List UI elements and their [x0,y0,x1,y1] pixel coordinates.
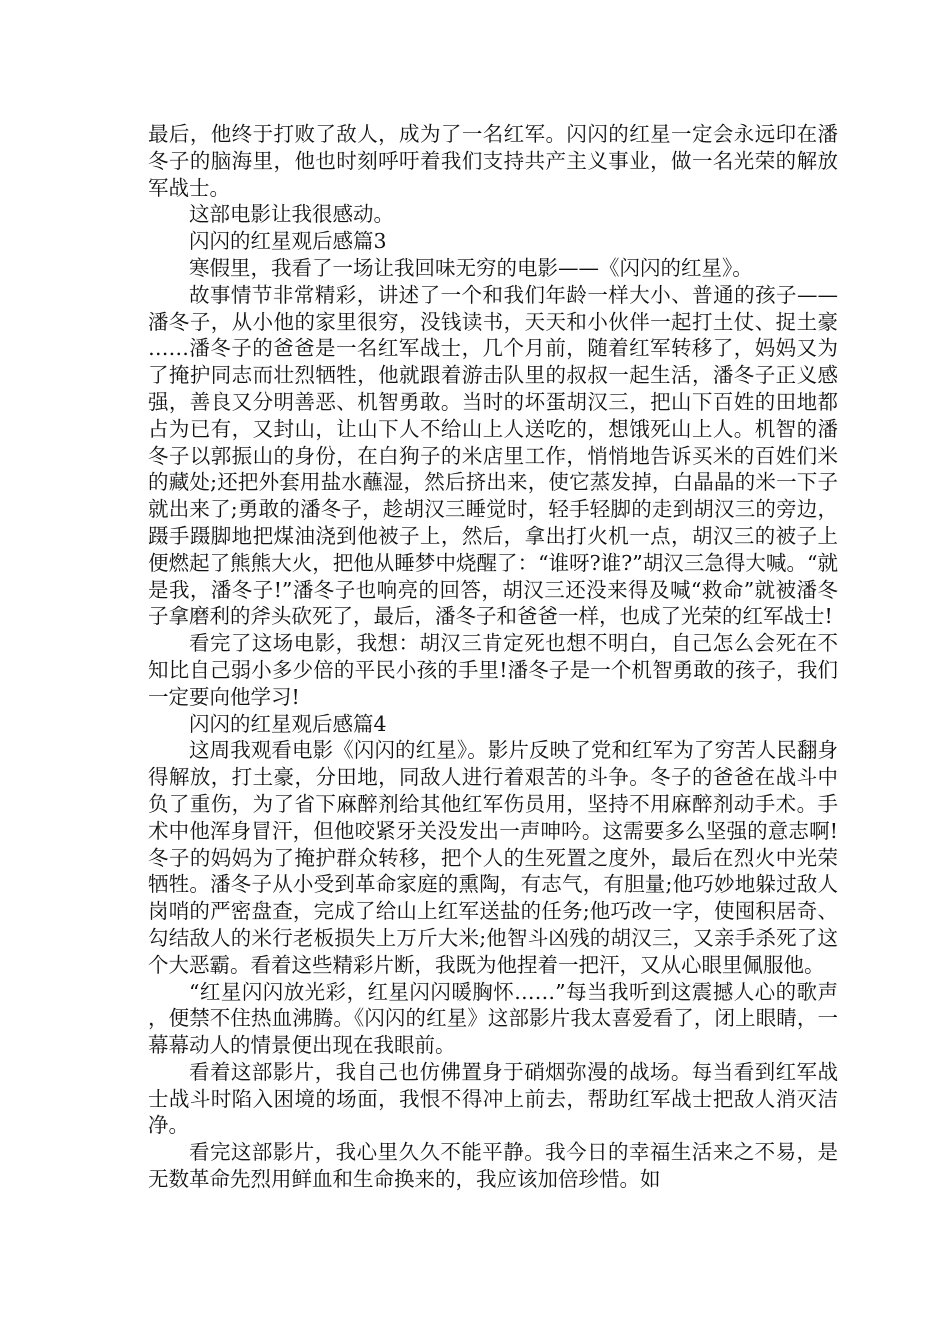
paragraph-10: 看着这部影片，我自己也仿佛置身于硝烟弥漫的战场。每当看到红军战士战斗时陷入困境的场面，我恨不得冲上前去，帮助红军战士把敌人消灭洁净。 [148,1059,838,1138]
section-heading-4: 闪闪的红星观后感篇4 [189,711,387,736]
paragraph-8: 这周我观看电影《闪闪的红星》。影片反映了党和红军为了穷苦人民翻身得解放，打土豪，分田地，同敌人进行着艰苦的斗争。冬子的爸爸在战斗中负了重伤，为了省下麻醉剂给其他红军伤员用，坚持不用麻醉剂动手术。手术中他浑身冒汗，但他咬紧牙关没发出一声呻吟。这需要多么坚强的意志啊!冬子的妈妈为了掩护群众转移，把个人的生死置之度外，最后在烈火中光荣牺牲。潘冬子从小受到革命家庭的熏陶，有志气，有胆量;他巧妙地躲过敌人岗哨的严密盘查，完成了给山上红军送盐的任务;他巧改一字，使囤积居奇、勾结敌人的米行老板损失上万斤大米;他智斗凶残的胡汉三，又亲手杀死了这个大恶霸。看着这些精彩片断，我既为他捏着一把汗，又从心眼里佩服他。 [148,738,838,977]
paragraph-4: 寒假里，我看了一场让我回味无穷的电影——《闪闪的红星》。 [189,255,753,280]
paragraph-1: 最后，他终于打败了敌人，成为了一名红军。闪闪的红星一定会永远印在潘冬子的脑海里，他也时刻呼吁着我们支持共产主义事业，做一名光荣的解放军战士。 [148,122,838,200]
document-page [148,121,838,1193]
paragraph-9: “红星闪闪放光彩，红星闪闪暖胸怀……”每当我听到这震撼人心的歌声，便禁不住热血沸腾。《闪闪的红星》这部影片我太喜爱看了，闭上眼睛，一幕幕动人的情景便出现在我眼前。 [148,979,838,1058]
paragraph-5: 故事情节非常精彩，讲述了一个和我们年龄一样大小、普通的孩子——潘冬子，从小他的家里很穷，没钱读书，天天和小伙伴一起打土仗、捉土豪……潘冬子的爸爸是一名红军战士，几个月前，随着红军转移了，妈妈又为了掩护同志而壮烈牺牲，他就跟着游击队里的叔叔一起生活，潘冬子正义感强，善良又分明善恶、机智勇敢。当时的坏蛋胡汉三，把山下百姓的田地都占为已有，又封山，让山下人不给山上人送吃的，想饿死山上人。机智的潘冬子以郭振山的身份，在白狗子的米店里工作，悄悄地告诉买米的百姓们米的藏处;还把外套用盐水蘸湿，然后挤出来，使它蒸发掉，白晶晶的米一下子就出来了;勇敢的潘冬子，趁胡汉三睡觉时，轻手轻脚的走到胡汉三的旁边，蹑手蹑脚地把煤油浇到他被子上，然后，拿出打火机一点，胡汉三的被子上便燃起了熊熊大火，把他从睡梦中烧醒了：“谁呀?谁?”胡汉三急得大喊。“就是我，潘冬子!”潘冬子也响亮的回答，胡汉三还没来得及喊“救命”就被潘冬子拿磨利的斧头砍死了，最后，潘冬子和爸爸一样，也成了光荣的红军战士! [148,282,838,629]
paragraph-6: 看完了这场电影，我想：胡汉三肯定死也想不明白，自己怎么会死在不知比自己弱小多少倍的平民小孩的手里!潘冬子是一个机智勇敢的孩子，我们一定要向他学习! [148,631,838,709]
paragraph-11: 看完这部影片，我心里久久不能平静。我今日的幸福生活来之不易，是无数革命先烈用鲜血和生命换来的，我应该加倍珍惜。如 [148,1140,838,1192]
paragraph-2: 这部电影让我很感动。 [189,202,394,227]
section-heading-3: 闪闪的红星观后感篇3 [189,229,387,254]
